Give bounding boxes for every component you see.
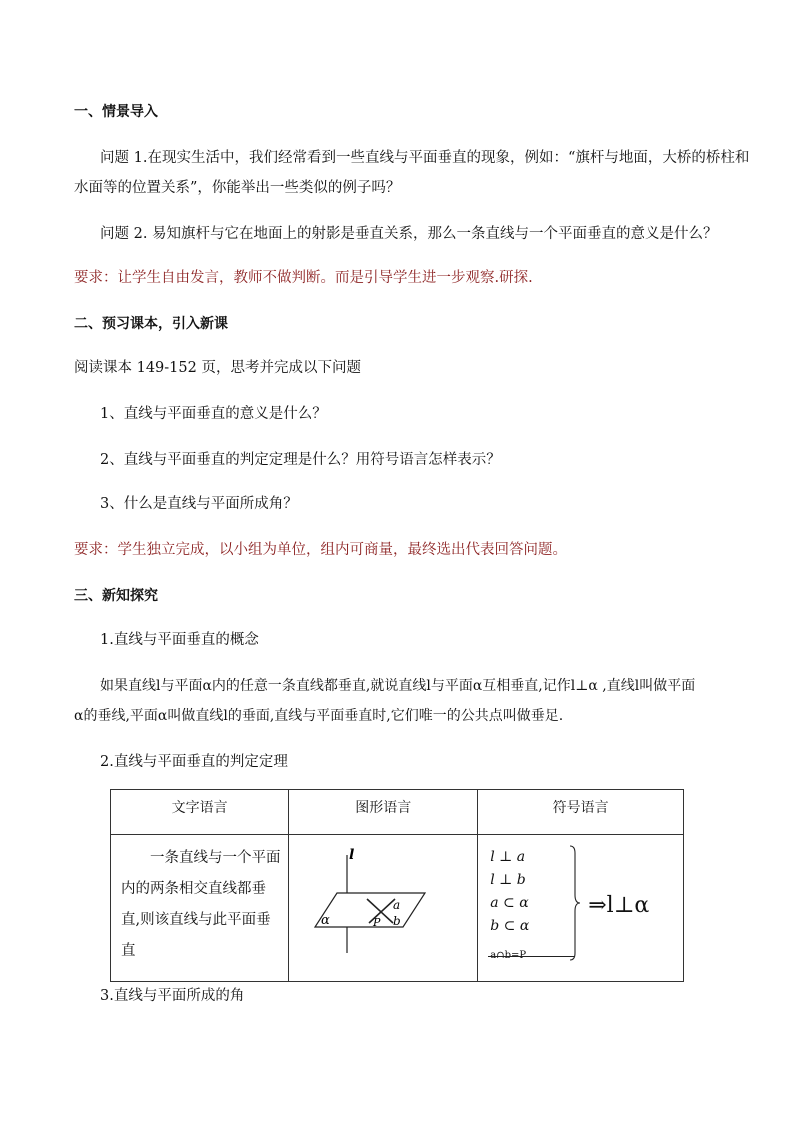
symbol-line-4: b ⊂ α <box>490 918 530 934</box>
symbol-line-1: l ⊥ a <box>490 849 526 865</box>
symbol-cell <box>478 835 684 982</box>
strike-line <box>488 956 574 957</box>
section-1-title: 一、情景导入 <box>74 104 158 120</box>
question-1-line-1: 问题 1.在现实生活中，我们经常看到一些直线与平面垂直的现象，例如：“旗杆与地面，大桥的桥柱和 <box>100 150 750 166</box>
header-symbol-language: 符号语言 <box>478 790 684 835</box>
definition-line-1: 如果直线l与平面α内的任意一条直线都垂直,就说直线l与平面α互相垂直,记作l⊥α ,直线l叫做平面 <box>100 678 696 694</box>
requirement-1: 要求：让学生自由发言，教师不做判断。而是引导学生进一步观察.研探. <box>74 270 533 286</box>
question-item-3: 3、什么是直线与平面所成角？ <box>100 496 298 512</box>
section-2-title: 二、预习课本，引入新课 <box>74 316 228 332</box>
question-1-line-2: 水面等的位置关系”，你能举出一些类似的例子吗？ <box>74 180 401 196</box>
intersection-condition: a∩b=P <box>490 950 527 961</box>
definition-line-2: α的垂线,平面α叫做直线l的垂面,直线与平面垂直时,它们唯一的公共点叫做垂足. <box>74 708 564 724</box>
implies-result: ⇒l⊥α <box>588 893 650 918</box>
table-row <box>111 835 684 982</box>
figure-cell <box>289 835 478 982</box>
label-a: a <box>393 898 401 912</box>
requirement-2: 要求：学生独立完成，以小组为单位，组内可商量，最终选出代表回答问题。 <box>74 542 567 558</box>
theorem-statement: 一条直线与一个平面内的两条相交直线都垂直,则该直线与此平面垂直 <box>121 850 281 959</box>
question-2: 问题 2. 易知旗杆与它在地面上的射影是垂直关系，那么一条直线与一个平面垂直的意义是什么？ <box>100 226 718 242</box>
question-item-2: 2、直线与平面垂直的判定定理是什么？用符号语言怎样表示？ <box>100 452 501 468</box>
text-cell <box>111 835 289 982</box>
reading-instruction: 阅读课本 149-152 页，思考并完成以下问题 <box>74 360 361 376</box>
label-b: b <box>393 914 401 928</box>
subsection-3-title: 3.直线与平面所成的角 <box>100 988 245 1004</box>
symbol-line-2: l ⊥ b <box>490 872 526 888</box>
symbol-line-3: a ⊂ α <box>490 895 529 911</box>
label-alpha: α <box>321 913 331 928</box>
header-figure-language: 图形语言 <box>289 790 478 835</box>
symbol-block <box>478 835 683 977</box>
theorem-table <box>110 789 684 982</box>
section-3-title: 三、新知探究 <box>74 588 158 604</box>
label-l: l <box>349 847 355 863</box>
label-P: P <box>373 916 381 929</box>
line-plane-figure <box>289 835 477 977</box>
subsection-1-title: 1.直线与平面垂直的概念 <box>100 632 259 648</box>
question-item-1: 1、直线与平面垂直的意义是什么？ <box>100 406 327 422</box>
table-header-row <box>111 790 684 835</box>
subsection-2-title: 2.直线与平面垂直的判定定理 <box>100 754 288 770</box>
header-text-language: 文字语言 <box>111 790 289 835</box>
right-brace <box>568 845 582 961</box>
